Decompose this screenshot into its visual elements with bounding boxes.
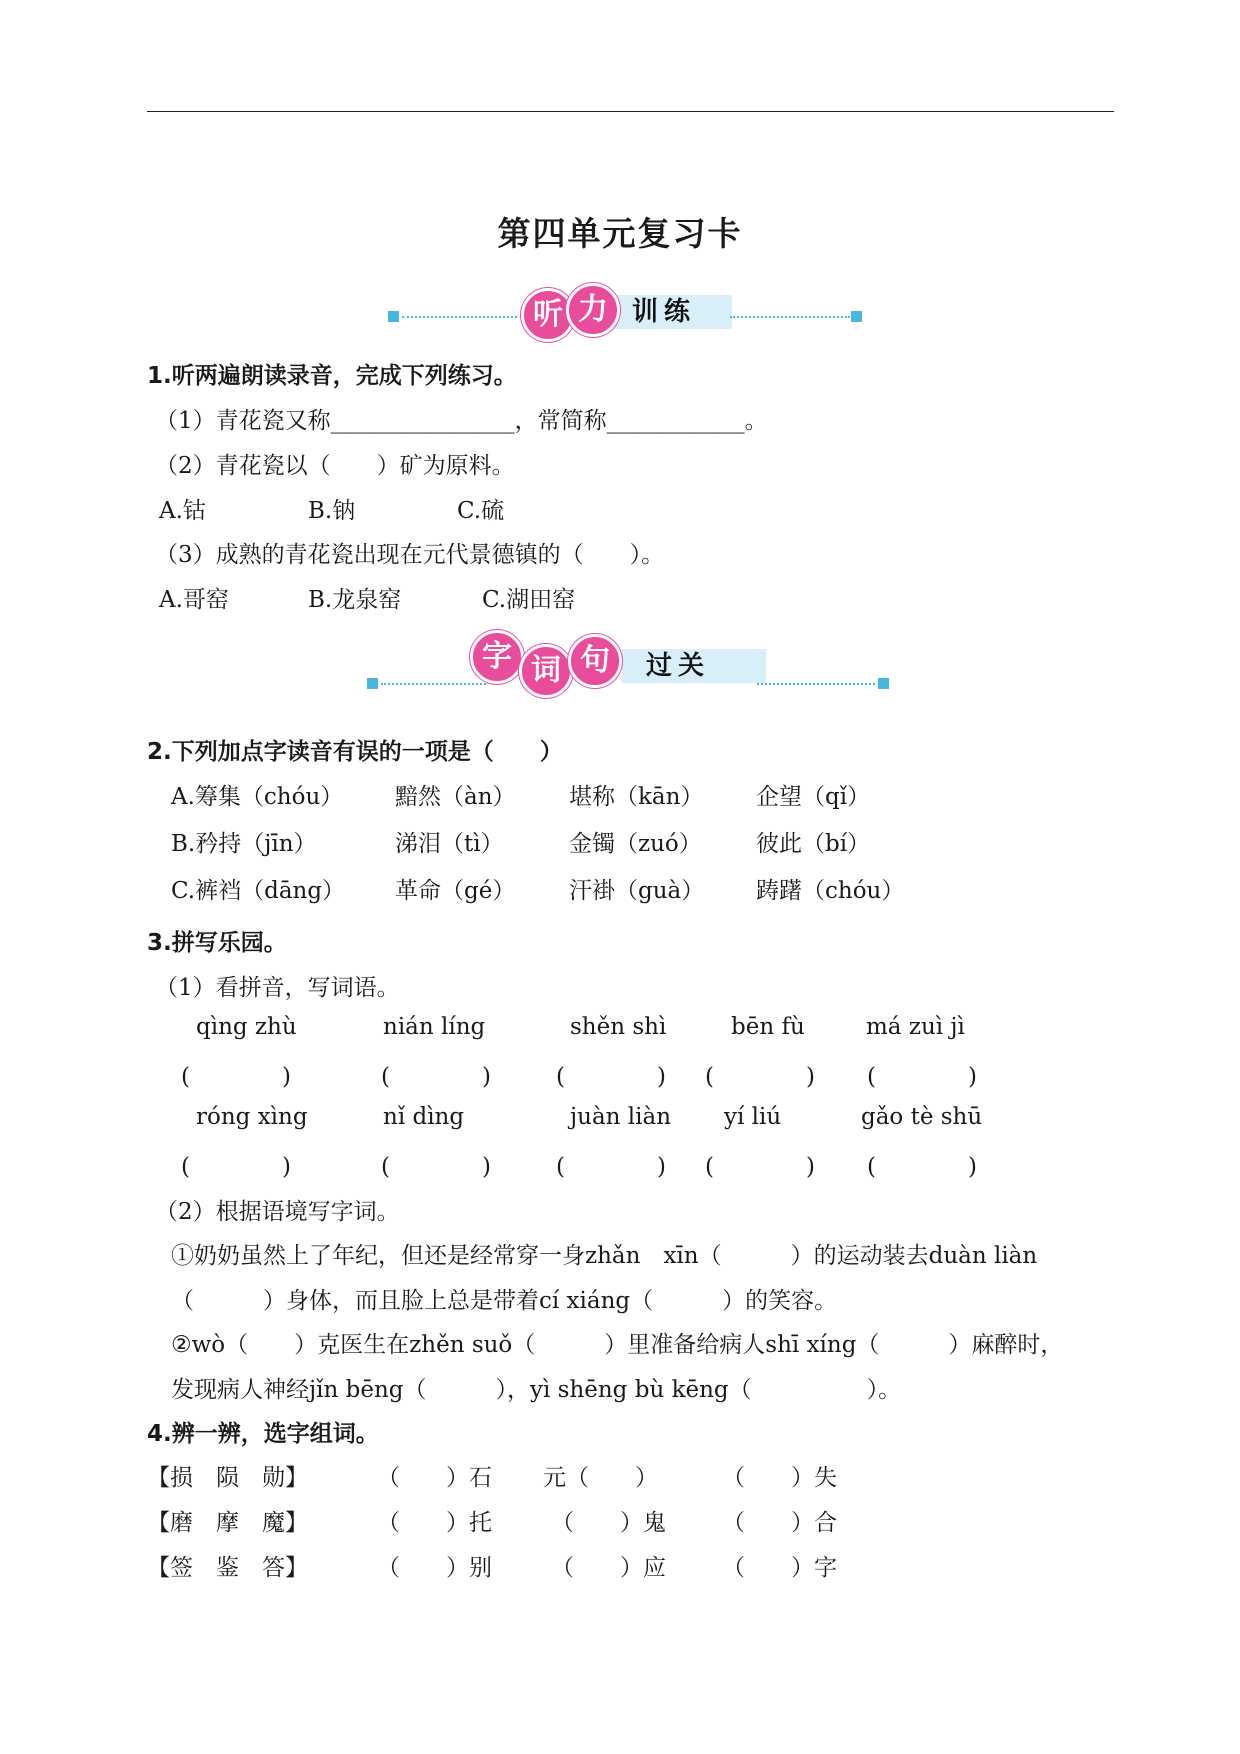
answer-blank[interactable]: ( ) [705, 1154, 815, 1180]
q3-heading: 3.拼写乐园。 [147, 930, 287, 956]
q4-heading: 4.辨一辨，选字组词。 [147, 1421, 379, 1447]
answer-blank[interactable]: ( ) [556, 1064, 666, 1090]
pinyin: juàn liàn [570, 1104, 672, 1130]
q1-opt-c: C.硫 [457, 498, 505, 524]
banner-circle-1: 字 [470, 630, 524, 684]
q2-row-b-2: 涕泪（tì） [395, 831, 504, 857]
answer-blank[interactable]: ( ) [181, 1154, 291, 1180]
q1-heading: 1.听两遍朗读录音，完成下列练习。 [147, 363, 517, 389]
q2-row-a-1: A.筹集（chóu） [171, 784, 344, 810]
q4-row3-chars: 【签 鉴 答】 [147, 1555, 308, 1581]
q4-row1-word2: 元（ ） [543, 1465, 658, 1491]
q3-sentence2-a: ②wò（ ）克医生在zhěn suǒ（ ）里准备给病人shī xíng（ ）麻醉时， [171, 1332, 1064, 1358]
q2-row-b-1: B.矜持（jīn） [171, 831, 317, 857]
q2-row-b-4: 彼此（bí） [756, 831, 871, 857]
q4-row1-word3: （ ）失 [722, 1465, 837, 1491]
q1-opt-a: A.哥窑 [159, 587, 229, 613]
q3-sub2: （2）根据语境写字词。 [155, 1199, 400, 1225]
q2-row-c-1: C.裤裆（dāng） [171, 878, 346, 904]
banner-square-right [878, 678, 889, 689]
q4-row2-word2: （ ）鬼 [551, 1510, 666, 1536]
banner-square-left [388, 311, 399, 322]
q3-sentence1-b: （ ）身体，而且脸上总是带着cí xiáng（ ）的笑容。 [171, 1288, 838, 1314]
banner-circle-3: 句 [568, 634, 622, 688]
pinyin: shěn shì [570, 1014, 667, 1040]
answer-blank[interactable]: ( ) [705, 1064, 815, 1090]
q2-row-a-2: 黯然（àn） [395, 784, 516, 810]
q4-row1-chars: 【损 陨 勋】 [147, 1465, 308, 1491]
q2-row-c-2: 革命（gé） [395, 878, 516, 904]
q3-sentence2-b: 发现病人神经jǐn bēng（ ），yì shēng bù kēng（ ）。 [171, 1377, 902, 1403]
banner-dash-left [402, 316, 517, 318]
q3-sentence1-a: ①奶奶虽然上了年纪，但还是经常穿一身zhǎn xīn（ ）的运动装去duàn liàn [171, 1243, 1038, 1269]
banner-square-right [851, 311, 862, 322]
q2-row-c-3: 汗褂（guà） [569, 878, 705, 904]
answer-blank[interactable]: ( ) [556, 1154, 666, 1180]
q1-opt-b: B.钠 [308, 498, 356, 524]
answer-blank[interactable]: ( ) [381, 1064, 491, 1090]
q4-row3-word2: （ ）应 [551, 1555, 666, 1581]
banner-circle-1: 听 [521, 288, 575, 342]
pinyin: nián líng [383, 1014, 486, 1040]
answer-blank[interactable]: ( ) [381, 1154, 491, 1180]
q1-opt-a: A.钴 [159, 498, 206, 524]
q1-line1: （1）青花瓷又称________________，常简称____________。 [155, 408, 768, 434]
banner-dash-right [730, 316, 850, 318]
banner-circle-2: 词 [519, 644, 573, 698]
q2-heading: 2.下列加点字读音有误的一项是（ ） [147, 739, 563, 765]
banner-square-left [367, 678, 378, 689]
q4-row3-word3: （ ）字 [722, 1555, 837, 1581]
banner-circle-2: 力 [566, 283, 620, 337]
pinyin: qìng zhù [196, 1014, 297, 1040]
q4-row2-word1: （ ）托 [377, 1510, 492, 1536]
q1-line2: （2）青花瓷以（ ）矿为原料。 [155, 453, 515, 479]
pinyin: róng xìng [196, 1104, 308, 1130]
banner-tag: 训练 [608, 295, 732, 329]
q1-opt-b: B.龙泉窑 [308, 587, 402, 613]
answer-blank[interactable]: ( ) [181, 1064, 291, 1090]
q3-sub1: （1）看拼音，写词语。 [155, 975, 400, 1001]
banner-dash-right [757, 683, 875, 685]
banner-words [367, 630, 897, 690]
q2-row-c-4: 踌躇（chóu） [756, 878, 905, 904]
q2-row-b-3: 金镯（zuó） [569, 831, 702, 857]
pinyin: bēn fù [731, 1014, 805, 1040]
top-rule [147, 111, 1114, 112]
q1-line3: （3）成熟的青花瓷出现在元代景德镇的（ ）。 [155, 542, 665, 568]
answer-blank[interactable]: ( ) [867, 1064, 977, 1090]
banner-dash-left [381, 683, 486, 685]
q1-opt-c: C.湖田窑 [482, 587, 576, 613]
q4-row3-word1: （ ）别 [377, 1555, 492, 1581]
banner-listening [388, 283, 868, 343]
page-title: 第四单元复习卡 [497, 214, 743, 253]
q2-row-a-4: 企望（qǐ） [756, 784, 871, 810]
banner-tag: 过关 [622, 649, 766, 683]
q4-row2-chars: 【磨 摩 魔】 [147, 1510, 308, 1536]
pinyin: yí liú [724, 1104, 782, 1130]
q4-row1-word1: （ ）石 [377, 1465, 492, 1491]
pinyin: nǐ dìng [383, 1104, 465, 1130]
q2-row-a-3: 堪称（kān） [569, 784, 704, 810]
q4-row2-word3: （ ）合 [722, 1510, 837, 1536]
answer-blank[interactable]: ( ) [867, 1154, 977, 1180]
pinyin: má zuì jì [866, 1014, 965, 1040]
pinyin: gǎo tè shū [861, 1104, 983, 1130]
